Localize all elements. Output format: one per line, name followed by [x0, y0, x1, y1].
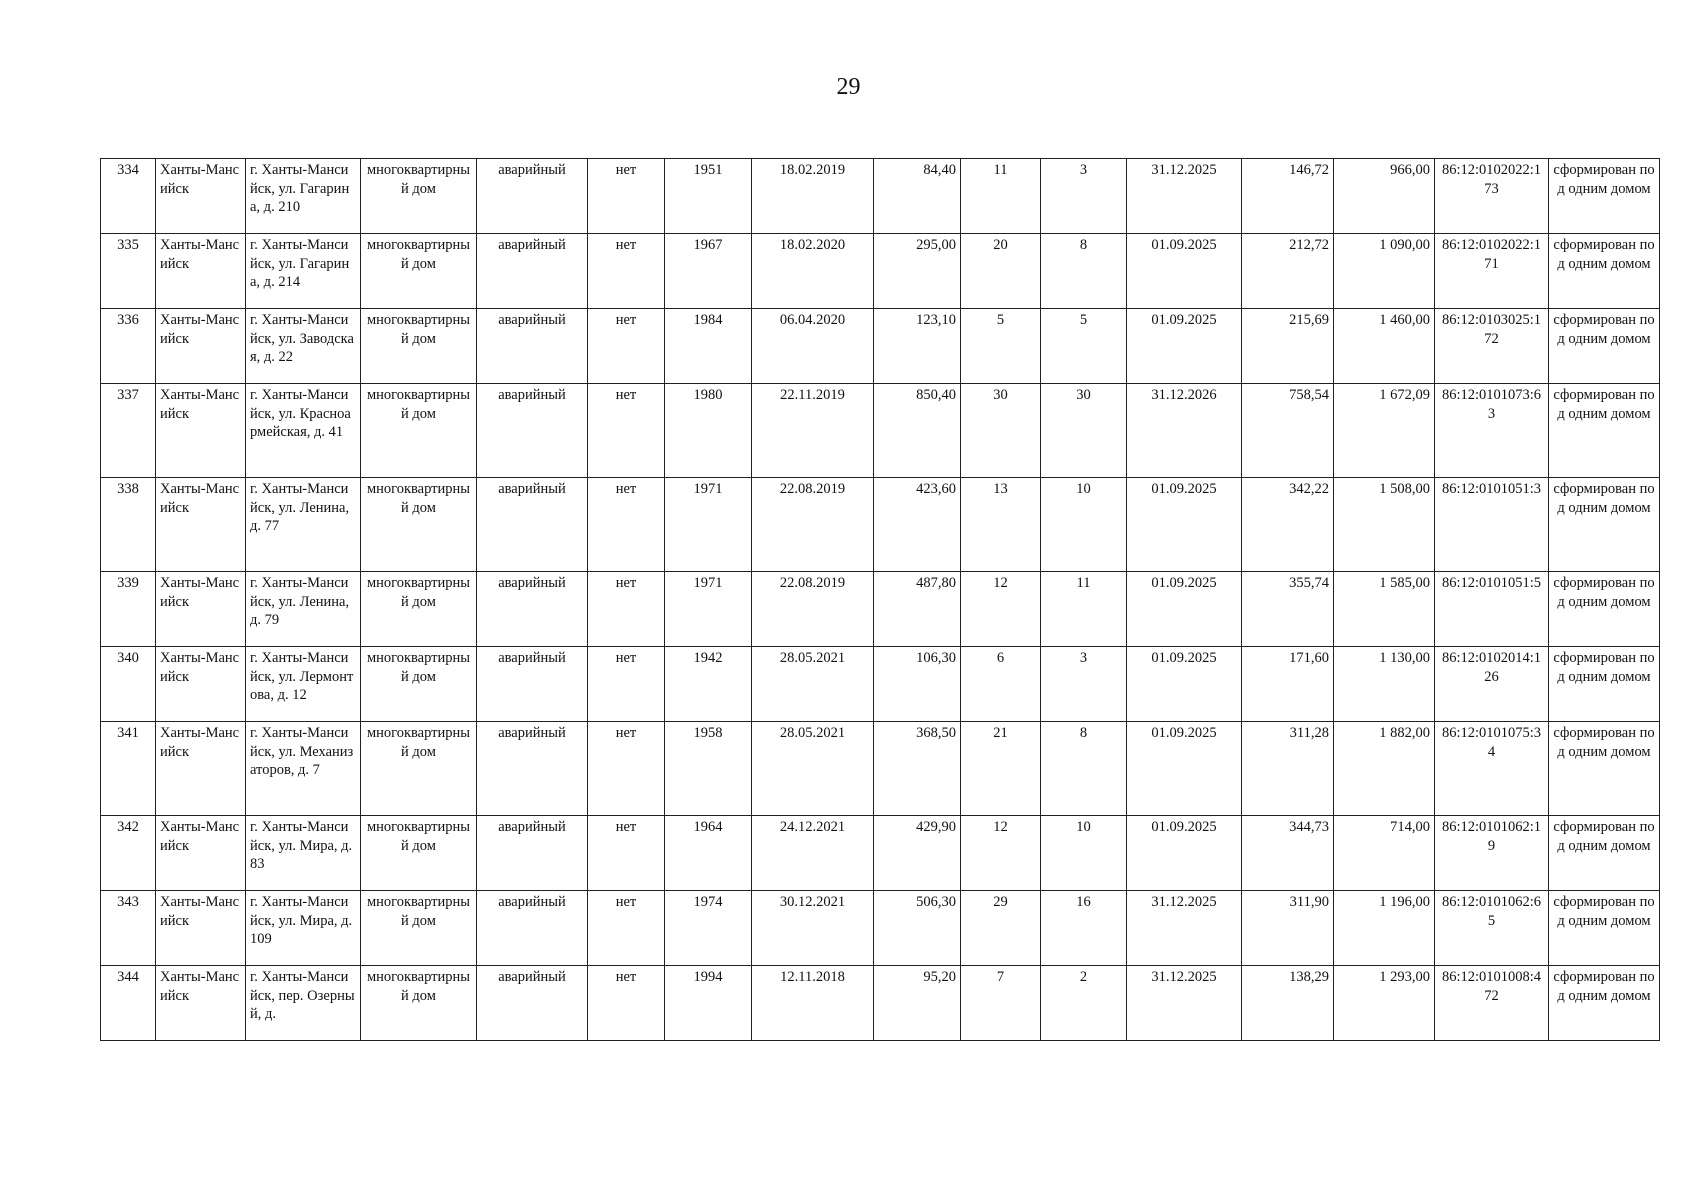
building-type-cell: многоквартирный дом: [361, 572, 477, 647]
value-cell: 758,54: [1242, 384, 1334, 478]
year-built-cell: 1971: [665, 572, 752, 647]
deadline-cell: 01.09.2025: [1127, 478, 1242, 572]
flag-cell: нет: [588, 722, 665, 816]
address-cell: г. Ханты-Мансийск, ул. Ленина, д. 79: [246, 572, 361, 647]
premises-count-cell: 8: [1041, 234, 1127, 309]
condition-cell: аварийный: [477, 816, 588, 891]
address-cell: г. Ханты-Мансийск, ул. Лермонтова, д. 12: [246, 647, 361, 722]
address-cell: г. Ханты-Мансийск, ул. Мира, д. 109: [246, 891, 361, 966]
building-type-cell: многоквартирный дом: [361, 234, 477, 309]
year-built-cell: 1951: [665, 159, 752, 234]
address-cell: г. Ханты-Мансийск, ул. Механизаторов, д. 7: [246, 722, 361, 816]
cadastral-number-cell: 86:12:0101051:3: [1435, 478, 1549, 572]
table-row: [101, 816, 1660, 891]
building-type-cell: многоквартирный дом: [361, 647, 477, 722]
residents-count-cell: 11: [961, 159, 1041, 234]
flag-cell: нет: [588, 234, 665, 309]
building-type-cell: многоквартирный дом: [361, 891, 477, 966]
table-row: [101, 159, 1660, 234]
page-number: 29: [836, 74, 861, 100]
cadastral-number-cell: 86:12:0101073:63: [1435, 384, 1549, 478]
building-type-cell: многоквартирный дом: [361, 159, 477, 234]
note-cell: сформирован под одним домом: [1549, 816, 1660, 891]
land-area-cell: 1 508,00: [1334, 478, 1435, 572]
city-cell: Ханты-Мансийск: [156, 816, 246, 891]
premises-count-cell: 11: [1041, 572, 1127, 647]
land-area-cell: 1 672,09: [1334, 384, 1435, 478]
premises-count-cell: 3: [1041, 159, 1127, 234]
land-area-cell: 1 882,00: [1334, 722, 1435, 816]
land-area-cell: 966,00: [1334, 159, 1435, 234]
deadline-cell: 31.12.2025: [1127, 159, 1242, 234]
recognition-date-cell: 18.02.2019: [752, 159, 874, 234]
residents-count-cell: 20: [961, 234, 1041, 309]
residents-count-cell: 21: [961, 722, 1041, 816]
city-cell: Ханты-Мансийск: [156, 572, 246, 647]
deadline-cell: 01.09.2025: [1127, 309, 1242, 384]
premises-count-cell: 5: [1041, 309, 1127, 384]
land-area-cell: 1 293,00: [1334, 966, 1435, 1041]
condition-cell: аварийный: [477, 309, 588, 384]
value-cell: 311,90: [1242, 891, 1334, 966]
note-cell: сформирован под одним домом: [1549, 647, 1660, 722]
flag-cell: нет: [588, 478, 665, 572]
table-row: [101, 309, 1660, 384]
note-cell: сформирован под одним домом: [1549, 891, 1660, 966]
city-cell: Ханты-Мансийск: [156, 478, 246, 572]
row-number: 336: [101, 309, 156, 384]
row-number: 343: [101, 891, 156, 966]
value-cell: 146,72: [1242, 159, 1334, 234]
land-area-cell: 714,00: [1334, 816, 1435, 891]
year-built-cell: 1971: [665, 478, 752, 572]
city-cell: Ханты-Мансийск: [156, 966, 246, 1041]
recognition-date-cell: 06.04.2020: [752, 309, 874, 384]
area-cell: 106,30: [874, 647, 961, 722]
residents-count-cell: 6: [961, 647, 1041, 722]
city-cell: Ханты-Мансийск: [156, 384, 246, 478]
year-built-cell: 1974: [665, 891, 752, 966]
note-cell: сформирован под одним домом: [1549, 478, 1660, 572]
flag-cell: нет: [588, 891, 665, 966]
deadline-cell: 01.09.2025: [1127, 816, 1242, 891]
premises-count-cell: 2: [1041, 966, 1127, 1041]
cadastral-number-cell: 86:12:0101008:472: [1435, 966, 1549, 1041]
area-cell: 368,50: [874, 722, 961, 816]
note-cell: сформирован под одним домом: [1549, 722, 1660, 816]
condition-cell: аварийный: [477, 647, 588, 722]
deadline-cell: 01.09.2025: [1127, 234, 1242, 309]
recognition-date-cell: 12.11.2018: [752, 966, 874, 1041]
land-area-cell: 1 460,00: [1334, 309, 1435, 384]
residents-count-cell: 5: [961, 309, 1041, 384]
deadline-cell: 31.12.2025: [1127, 966, 1242, 1041]
building-type-cell: многоквартирный дом: [361, 816, 477, 891]
cadastral-number-cell: 86:12:0101075:34: [1435, 722, 1549, 816]
row-number: 341: [101, 722, 156, 816]
residents-count-cell: 12: [961, 816, 1041, 891]
area-cell: 506,30: [874, 891, 961, 966]
flag-cell: нет: [588, 384, 665, 478]
condition-cell: аварийный: [477, 234, 588, 309]
address-cell: г. Ханты-Мансийск, ул. Ленина, д. 77: [246, 478, 361, 572]
premises-count-cell: 30: [1041, 384, 1127, 478]
area-cell: 95,20: [874, 966, 961, 1041]
address-cell: г. Ханты-Мансийск, ул. Заводская, д. 22: [246, 309, 361, 384]
residents-count-cell: 13: [961, 478, 1041, 572]
value-cell: 138,29: [1242, 966, 1334, 1041]
cadastral-number-cell: 86:12:0102022:173: [1435, 159, 1549, 234]
flag-cell: нет: [588, 647, 665, 722]
flag-cell: нет: [588, 816, 665, 891]
land-area-cell: 1 130,00: [1334, 647, 1435, 722]
condition-cell: аварийный: [477, 722, 588, 816]
city-cell: Ханты-Мансийск: [156, 722, 246, 816]
value-cell: 215,69: [1242, 309, 1334, 384]
city-cell: Ханты-Мансийск: [156, 647, 246, 722]
year-built-cell: 1964: [665, 816, 752, 891]
year-built-cell: 1994: [665, 966, 752, 1041]
housing-registry-table: [100, 158, 1660, 1041]
area-cell: 84,40: [874, 159, 961, 234]
row-number: 335: [101, 234, 156, 309]
premises-count-cell: 3: [1041, 647, 1127, 722]
table-row: [101, 966, 1660, 1041]
year-built-cell: 1942: [665, 647, 752, 722]
row-number: 344: [101, 966, 156, 1041]
table-row: [101, 384, 1660, 478]
year-built-cell: 1984: [665, 309, 752, 384]
condition-cell: аварийный: [477, 384, 588, 478]
year-built-cell: 1967: [665, 234, 752, 309]
recognition-date-cell: 24.12.2021: [752, 816, 874, 891]
recognition-date-cell: 22.08.2019: [752, 478, 874, 572]
row-number: 334: [101, 159, 156, 234]
row-number: 339: [101, 572, 156, 647]
premises-count-cell: 16: [1041, 891, 1127, 966]
city-cell: Ханты-Мансийск: [156, 159, 246, 234]
value-cell: 212,72: [1242, 234, 1334, 309]
value-cell: 355,74: [1242, 572, 1334, 647]
condition-cell: аварийный: [477, 572, 588, 647]
area-cell: 850,40: [874, 384, 961, 478]
value-cell: 311,28: [1242, 722, 1334, 816]
note-cell: сформирован под одним домом: [1549, 384, 1660, 478]
address-cell: г. Ханты-Мансийск, пер. Озерный, д.: [246, 966, 361, 1041]
residents-count-cell: 12: [961, 572, 1041, 647]
recognition-date-cell: 28.05.2021: [752, 722, 874, 816]
area-cell: 487,80: [874, 572, 961, 647]
row-number: 340: [101, 647, 156, 722]
area-cell: 295,00: [874, 234, 961, 309]
row-number: 338: [101, 478, 156, 572]
row-number: 337: [101, 384, 156, 478]
address-cell: г. Ханты-Мансийск, ул. Красноармейская, д. 41: [246, 384, 361, 478]
condition-cell: аварийный: [477, 159, 588, 234]
condition-cell: аварийный: [477, 478, 588, 572]
table-row: [101, 722, 1660, 816]
condition-cell: аварийный: [477, 966, 588, 1041]
table-row: [101, 572, 1660, 647]
note-cell: сформирован под одним домом: [1549, 234, 1660, 309]
building-type-cell: многоквартирный дом: [361, 722, 477, 816]
deadline-cell: 01.09.2025: [1127, 647, 1242, 722]
deadline-cell: 01.09.2025: [1127, 722, 1242, 816]
row-number: 342: [101, 816, 156, 891]
area-cell: 423,60: [874, 478, 961, 572]
cadastral-number-cell: 86:12:0103025:172: [1435, 309, 1549, 384]
recognition-date-cell: 18.02.2020: [752, 234, 874, 309]
land-area-cell: 1 090,00: [1334, 234, 1435, 309]
premises-count-cell: 8: [1041, 722, 1127, 816]
condition-cell: аварийный: [477, 891, 588, 966]
note-cell: сформирован под одним домом: [1549, 159, 1660, 234]
flag-cell: нет: [588, 572, 665, 647]
table-row: [101, 478, 1660, 572]
note-cell: сформирован под одним домом: [1549, 309, 1660, 384]
residents-count-cell: 30: [961, 384, 1041, 478]
building-type-cell: многоквартирный дом: [361, 384, 477, 478]
table-row: [101, 891, 1660, 966]
building-type-cell: многоквартирный дом: [361, 966, 477, 1041]
land-area-cell: 1 196,00: [1334, 891, 1435, 966]
address-cell: г. Ханты-Мансийск, ул. Гагарина, д. 210: [246, 159, 361, 234]
value-cell: 344,73: [1242, 816, 1334, 891]
table-row: [101, 234, 1660, 309]
residents-count-cell: 29: [961, 891, 1041, 966]
address-cell: г. Ханты-Мансийск, ул. Гагарина, д. 214: [246, 234, 361, 309]
cadastral-number-cell: 86:12:0101062:19: [1435, 816, 1549, 891]
flag-cell: нет: [588, 159, 665, 234]
year-built-cell: 1980: [665, 384, 752, 478]
area-cell: 123,10: [874, 309, 961, 384]
residents-count-cell: 7: [961, 966, 1041, 1041]
city-cell: Ханты-Мансийск: [156, 309, 246, 384]
recognition-date-cell: 28.05.2021: [752, 647, 874, 722]
premises-count-cell: 10: [1041, 816, 1127, 891]
note-cell: сформирован под одним домом: [1549, 966, 1660, 1041]
building-type-cell: многоквартирный дом: [361, 478, 477, 572]
year-built-cell: 1958: [665, 722, 752, 816]
recognition-date-cell: 22.08.2019: [752, 572, 874, 647]
land-area-cell: 1 585,00: [1334, 572, 1435, 647]
area-cell: 429,90: [874, 816, 961, 891]
address-cell: г. Ханты-Мансийск, ул. Мира, д. 83: [246, 816, 361, 891]
flag-cell: нет: [588, 309, 665, 384]
value-cell: 342,22: [1242, 478, 1334, 572]
flag-cell: нет: [588, 966, 665, 1041]
value-cell: 171,60: [1242, 647, 1334, 722]
cadastral-number-cell: 86:12:0102014:126: [1435, 647, 1549, 722]
table-row: [101, 647, 1660, 722]
cadastral-number-cell: 86:12:0101062:65: [1435, 891, 1549, 966]
cadastral-number-cell: 86:12:0101051:5: [1435, 572, 1549, 647]
recognition-date-cell: 30.12.2021: [752, 891, 874, 966]
building-type-cell: многоквартирный дом: [361, 309, 477, 384]
deadline-cell: 01.09.2025: [1127, 572, 1242, 647]
deadline-cell: 31.12.2026: [1127, 384, 1242, 478]
recognition-date-cell: 22.11.2019: [752, 384, 874, 478]
city-cell: Ханты-Мансийск: [156, 234, 246, 309]
premises-count-cell: 10: [1041, 478, 1127, 572]
note-cell: сформирован под одним домом: [1549, 572, 1660, 647]
city-cell: Ханты-Мансийск: [156, 891, 246, 966]
cadastral-number-cell: 86:12:0102022:171: [1435, 234, 1549, 309]
deadline-cell: 31.12.2025: [1127, 891, 1242, 966]
